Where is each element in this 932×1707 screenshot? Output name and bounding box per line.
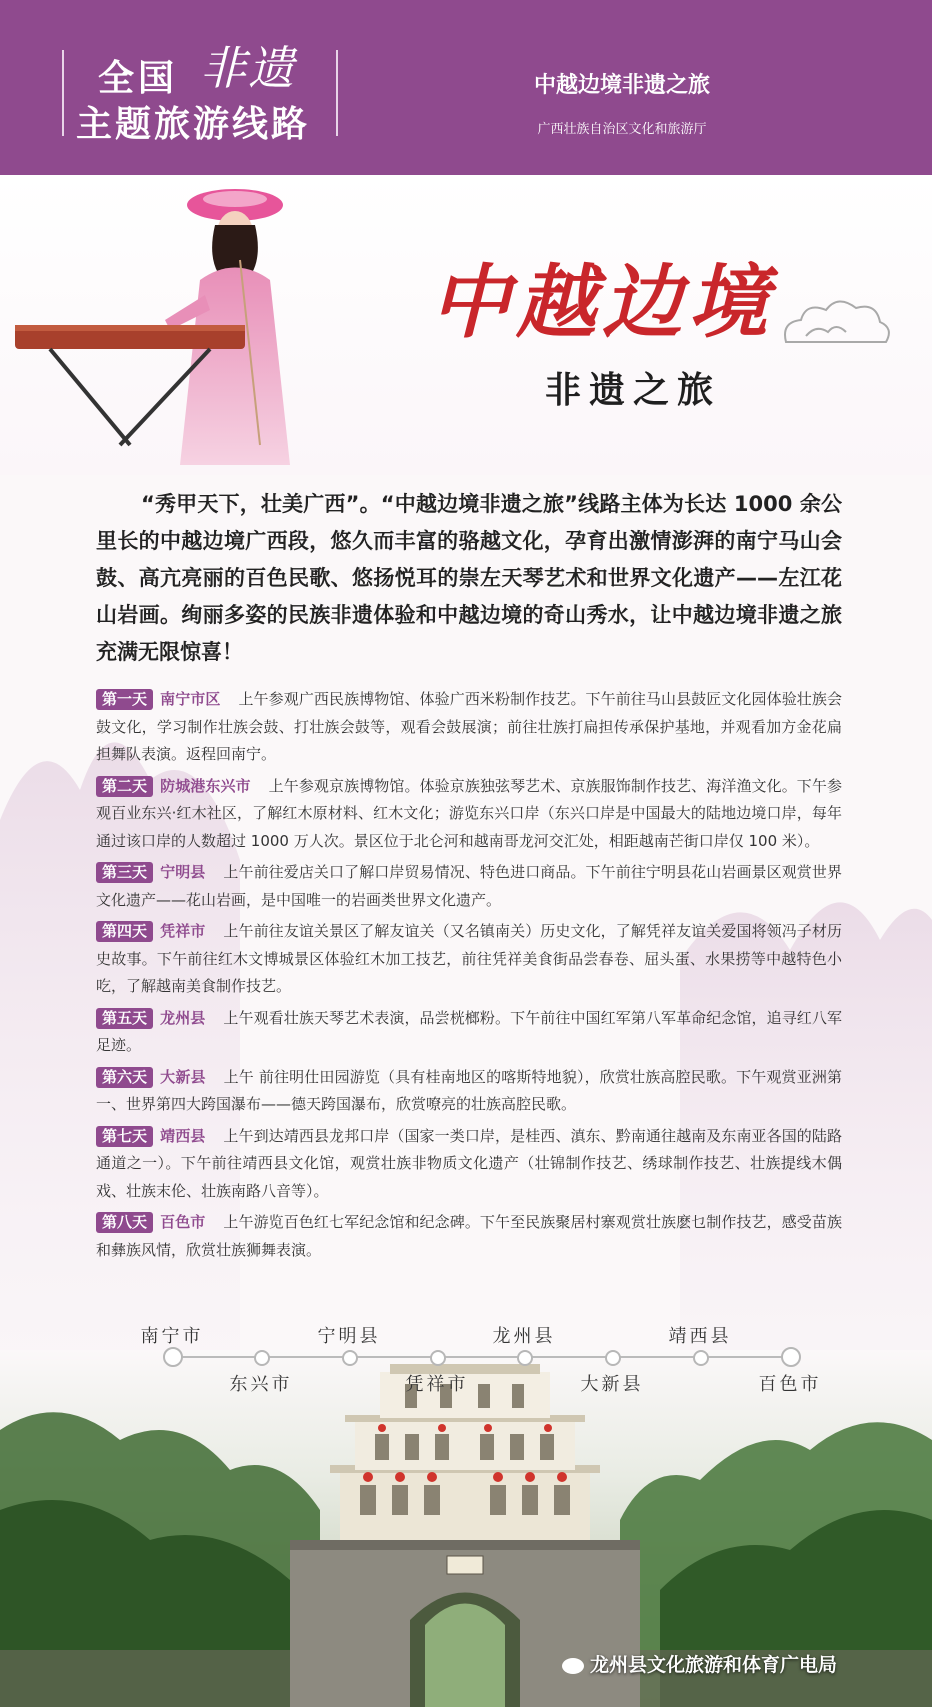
- day-place: 宁明县: [160, 863, 206, 881]
- route-stop-label: 凭祥市: [405, 1374, 469, 1395]
- itinerary-day: [96, 773, 842, 856]
- auspicious-cloud-ornament: [776, 292, 896, 362]
- header-title-feiyi: 非遗: [200, 41, 296, 95]
- route-stop-label: 宁明县: [317, 1326, 381, 1347]
- day-description: 上午到达靖西县龙邦口岸（国家一类口岸，是桂西、滇东、黔南通往越南及东南亚各国的陆路通道之一）。下午前往靖西县文化馆，观赏壮族非物质文化遗产（壮锦制作技艺、绣球制作技艺、壮族提线木偶戏、壮族末伦、壮族南路八音等）。: [96, 1126, 842, 1200]
- hero-subtitle: 非遗之旅: [545, 370, 722, 411]
- route-stop-marker: [517, 1350, 533, 1366]
- route-stop-marker: [163, 1347, 183, 1367]
- route-stop-marker: [254, 1350, 270, 1366]
- itinerary-day: [96, 686, 842, 769]
- header-title-line2: 主题旅游线路: [76, 104, 311, 145]
- day-place: 龙州县: [160, 1008, 206, 1027]
- day-description: 上午参观广西民族博物馆、体验广西米粉制作技艺。下午前往马山县鼓匠文化园体验壮族会鼓文化，学习制作壮族会鼓、打壮族会鼓等，观看会鼓展演；前往壮族打扁担传承保护基地，并观看加方金花扁担舞队表演。返程回南宁。: [96, 690, 842, 763]
- day-badge: 第四天: [96, 921, 153, 942]
- day-badge: 第六天: [96, 1067, 153, 1088]
- itinerary-day: [96, 1064, 842, 1119]
- header-banner: [0, 0, 932, 175]
- route-stop-marker: [342, 1350, 358, 1366]
- day-place: 凭祥市: [160, 922, 206, 940]
- itinerary-day: [96, 1123, 842, 1206]
- route-stop-label: 靖西县: [668, 1326, 732, 1347]
- day-badge: 第一天: [96, 689, 153, 710]
- day-place: 南宁市区: [160, 690, 221, 708]
- intro-paragraph: “秀甲天下，壮美广西”。“中越边境非遗之旅”线路主体为长达 1000 余公里长的中越边境广西段，悠久而丰富的骆越文化，孕育出激情澎湃的南宁马山会鼓、高亢亮丽的百色民歌、悠扬悦耳的崇左天琴艺术和世界文化遗产——左江花山岩画。绚丽多姿的民族非遗体验和中越边境的奇山秀水，让中越边境非遗之旅充满无限惊喜！: [96, 492, 842, 664]
- day-place: 靖西县: [160, 1126, 206, 1145]
- day-badge: 第七天: [96, 1126, 153, 1147]
- itinerary-day: [96, 1005, 842, 1060]
- department-name: 广西壮族自治区文化和旅游厅: [537, 122, 707, 137]
- header-divider-right: [336, 50, 338, 136]
- itinerary-day: [96, 1209, 842, 1264]
- itinerary-day: [96, 918, 842, 1001]
- route-stop-label: 龙州县: [492, 1326, 556, 1347]
- day-description: 上午游览百色红七军纪念馆和纪念碑。下午至民族聚居村寨观赏壮族麽乜制作技艺，感受苗族和彝族风情，欣赏壮族狮舞表演。: [96, 1213, 842, 1259]
- header-title-line1: 全国: [98, 58, 179, 99]
- route-name: 中越边境非遗之旅: [533, 73, 710, 98]
- day-place: 大新县: [160, 1067, 206, 1086]
- day-badge: 第五天: [96, 1008, 153, 1029]
- day-badge: 第八天: [96, 1212, 153, 1233]
- route-stop-label: 百色市: [758, 1374, 822, 1395]
- route-stop-marker: [693, 1350, 709, 1366]
- route-stop-marker: [430, 1350, 446, 1366]
- day-badge: 第二天: [96, 776, 153, 797]
- day-description: 上午观看壮族天琴艺术表演，品尝桄榔粉。下午前往中国红军第八军革命纪念馆，追寻红八军足迹。: [96, 1008, 842, 1054]
- route-stop-marker: [605, 1350, 621, 1366]
- day-description: 上午参观京族博物馆。体验京族独弦琴艺术、京族服饰制作技艺、海洋渔文化。下午参观百业东兴·红木社区，了解红木原材料、红木文化；游览东兴口岸（东兴口岸是中国最大的陆地边境口岸，每年通过该口岸的人数超过 1000 万人次。景区位于北仑河和越南哥龙河交汇处，相距越南芒街口岸仅 100 米）。: [96, 776, 842, 850]
- day-description: 上午 前往明仕田园游览（具有桂南地区的喀斯特地貌），欣赏壮族高腔民歌。下午观赏亚洲第一、世界第四大跨国瀑布——德天跨国瀑布，欣赏嘹亮的壮族高腔民歌。: [96, 1067, 842, 1113]
- itinerary-list: [96, 686, 842, 1268]
- header-divider-left: [62, 50, 64, 136]
- route-stop-marker: [781, 1347, 801, 1367]
- route-stop-label: 东兴市: [229, 1374, 293, 1395]
- wechat-icon: [562, 1658, 584, 1674]
- route-stop-label: 南宁市: [140, 1326, 204, 1347]
- day-place: 百色市: [160, 1213, 206, 1231]
- day-description: 上午前往友谊关景区了解友谊关（又名镇南关）历史文化，了解凭祥友谊关爱国将领冯子材历史故事。下午前往红木文博城景区体验红木加工技艺，前往凭祥美食街品尝春卷、屈头蛋、水果捞等中越特色小吃，了解越南美食制作技艺。: [96, 922, 842, 995]
- route-stop-label: 大新县: [580, 1374, 644, 1395]
- watermark-text: 龙州县文化旅游和体育广电局: [590, 1654, 838, 1676]
- itinerary-day: [96, 859, 842, 914]
- day-place: 防城港东兴市: [160, 776, 251, 795]
- route-timeline: [0, 1318, 932, 1398]
- day-description: 上午前往爱店关口了解口岸贸易情况、特色进口商品。下午前往宁明县花山岩画景区观赏世界文化遗产——花山岩画，是中国唯一的岩画类世界文化遗产。: [96, 863, 842, 909]
- zither-performer-illustration: [10, 185, 310, 465]
- day-badge: 第三天: [96, 862, 153, 883]
- calligraphy-title: 中越边境: [430, 255, 774, 349]
- account-watermark: [562, 1650, 837, 1677]
